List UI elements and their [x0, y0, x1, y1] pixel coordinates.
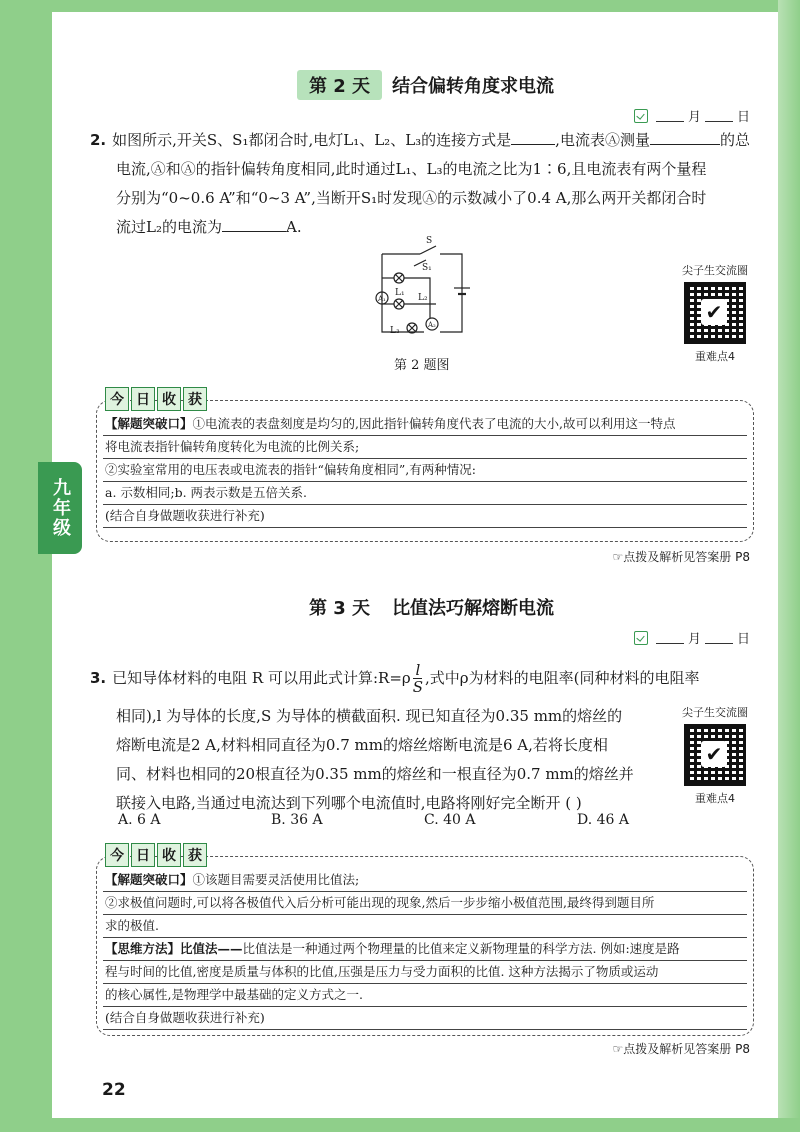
day3-harvest-box [96, 848, 754, 1036]
day2-header [297, 70, 554, 100]
qr-top-label: 尖子生交流圈 [682, 264, 748, 277]
option-c[interactable]: C. 40 A [424, 812, 476, 828]
calendar-check-icon [634, 109, 648, 123]
option-b[interactable]: B. 36 A [271, 812, 323, 828]
day2-title: 结合偏转角度求电流 [392, 76, 555, 97]
harvest-line: (结合自身做题收获进行补充) [103, 1007, 747, 1030]
option-d[interactable]: D. 46 A [577, 812, 630, 828]
q2-text: 分别为“0~0.6 A”和“0~3 A”,当断开S₁时发现Ⓐ的示数减小了0.4 A,那么两开关都闭合时 [116, 189, 707, 207]
option-a[interactable]: A. 6 A [118, 812, 161, 828]
qr-bottom-label: 重难点4 [695, 792, 735, 805]
page-frame-top [0, 0, 800, 12]
label-a2: A₂ [428, 321, 436, 329]
qr-bottom-label: 重难点4 [695, 350, 735, 363]
check-icon: ✔ [701, 741, 727, 767]
question-number: 2. [90, 131, 107, 149]
formula-fraction: $\frac{l}{S}$ [412, 660, 423, 696]
switch-s [420, 246, 436, 254]
q2-text: ,电流表Ⓐ测量 [555, 131, 650, 149]
harvest-line: ②求极值问题时,可以将各极值代入后分析可能出现的现象,然后一步步缩小极值范围,最终得到题目所 [103, 892, 747, 915]
label-a1: A₁ [378, 295, 386, 303]
qr-code[interactable] [684, 282, 746, 344]
circuit-diagram [370, 232, 480, 350]
day-label: 日 [736, 110, 750, 125]
page-frame-right [778, 0, 800, 1132]
day3-title: 比值法巧解熔断电流 [392, 598, 555, 619]
label-l3: L₃ [390, 326, 400, 336]
grade-tab: 九年级 [38, 462, 82, 554]
answer-blank[interactable] [650, 128, 720, 145]
question-2 [90, 126, 770, 242]
q3-text: ,式中ρ为材料的电阻率(同种材料的电阻率 [425, 668, 700, 687]
qr-top-label: 尖子生交流圈 [682, 706, 748, 719]
page-frame-bottom [0, 1118, 800, 1132]
answer-blank[interactable] [511, 128, 555, 145]
harvest-line: (结合自身做题收获进行补充) [103, 505, 747, 528]
question-3 [90, 660, 770, 818]
harvest-line: 【思维方法】比值法——比值法是一种通过两个物理量的比值来定义新物理量的科学方法. 例如:速度是路 [103, 938, 747, 961]
day3-badge: 第 3 天 [309, 598, 371, 619]
harvest-line: 程与时间的比值,密度是质量与体积的比值,压强是压力与受力面积的比值. 这种方法揭示了物质或运动 [103, 961, 747, 984]
q3-text: 相同),l 为导体的长度,S 为导体的横截面积. 现已知直径为0.35 mm的熔丝的 [116, 707, 623, 725]
month-label: 月 [687, 632, 701, 647]
day2-date [634, 106, 750, 125]
qr-block-day2[interactable] [675, 262, 755, 364]
q2-text: 的总 [719, 131, 750, 149]
q3-text: 熔断电流是2 A,材料相同直径为0.7 mm的熔丝熔断电流是6 A,若将长度相 [116, 736, 608, 754]
month-label: 月 [687, 110, 701, 125]
answer-reference[interactable]: ☞点拨及解析见答案册 P8 [612, 550, 750, 564]
page-number: 22 [102, 1080, 126, 1100]
day2-badge: 第 2 天 [297, 70, 382, 100]
harvest-line: 求的极值. [103, 915, 747, 938]
harvest-line: ②实验室常用的电压表或电流表的指针“偏转角度相同”,有两种情况: [103, 459, 747, 482]
harvest-line: 的核心属性,是物理学中最基础的定义方式之一. [103, 984, 747, 1007]
answer-blank[interactable] [222, 215, 286, 232]
answer-options [118, 812, 730, 828]
qr-block-day3[interactable] [675, 704, 755, 806]
day3-header [297, 592, 554, 622]
day-label: 日 [736, 632, 750, 647]
q3-text: 联接入电路,当通过电流达到下列哪个电流值时,电路将刚好完全断开 ( ) [116, 794, 582, 812]
q2-text: 如图所示,开关S、S₁都闭合时,电灯L₁、L₂、L₃的连接方式是 [112, 131, 512, 149]
answer-reference[interactable]: ☞点拨及解析见答案册 P8 [612, 1042, 750, 1056]
harvest-badge: 今 日 收 获 [105, 387, 209, 411]
q2-text: 流过L₂的电流为 [116, 218, 222, 236]
day2-harvest-box [96, 392, 754, 542]
day3-date [634, 628, 750, 647]
question-number: 3. [90, 668, 107, 687]
check-icon: ✔ [701, 299, 727, 325]
q2-text: A. [285, 218, 302, 236]
q3-text: 已知导体材料的电阻 R 可以用此式计算:R=ρ [112, 668, 411, 687]
figure-caption: 第 2 题图 [394, 358, 450, 373]
page-frame-left [0, 0, 52, 1132]
label-s: S [426, 236, 433, 246]
q2-text: 电流,Ⓐ和Ⓐ的指针偏转角度相同,此时通过L₁、L₃的电流之比为1∶6,且电流表有两个量程 [116, 160, 707, 178]
label-l1: L₁ [395, 288, 405, 298]
qr-code[interactable] [684, 724, 746, 786]
harvest-line: a. 示数相同;b. 两表示数是五倍关系. [103, 482, 747, 505]
harvest-line: 将电流表指针偏转角度转化为电流的比例关系; [103, 436, 747, 459]
harvest-badge: 今 日 收 获 [105, 843, 209, 867]
label-s1: S₁ [422, 263, 432, 273]
q3-text: 同、材料也相同的20根直径为0.35 mm的熔丝和一根直径为0.7 mm的熔丝并 [116, 765, 634, 783]
label-l2: L₂ [418, 293, 428, 303]
calendar-check-icon [634, 631, 648, 645]
harvest-line: 【解题突破口】①电流表的表盘刻度是均匀的,因此指针偏转角度代表了电流的大小,故可以利用这一特点 [103, 413, 747, 436]
harvest-line: 【解题突破口】①该题目需要灵活使用比值法; [103, 869, 747, 892]
